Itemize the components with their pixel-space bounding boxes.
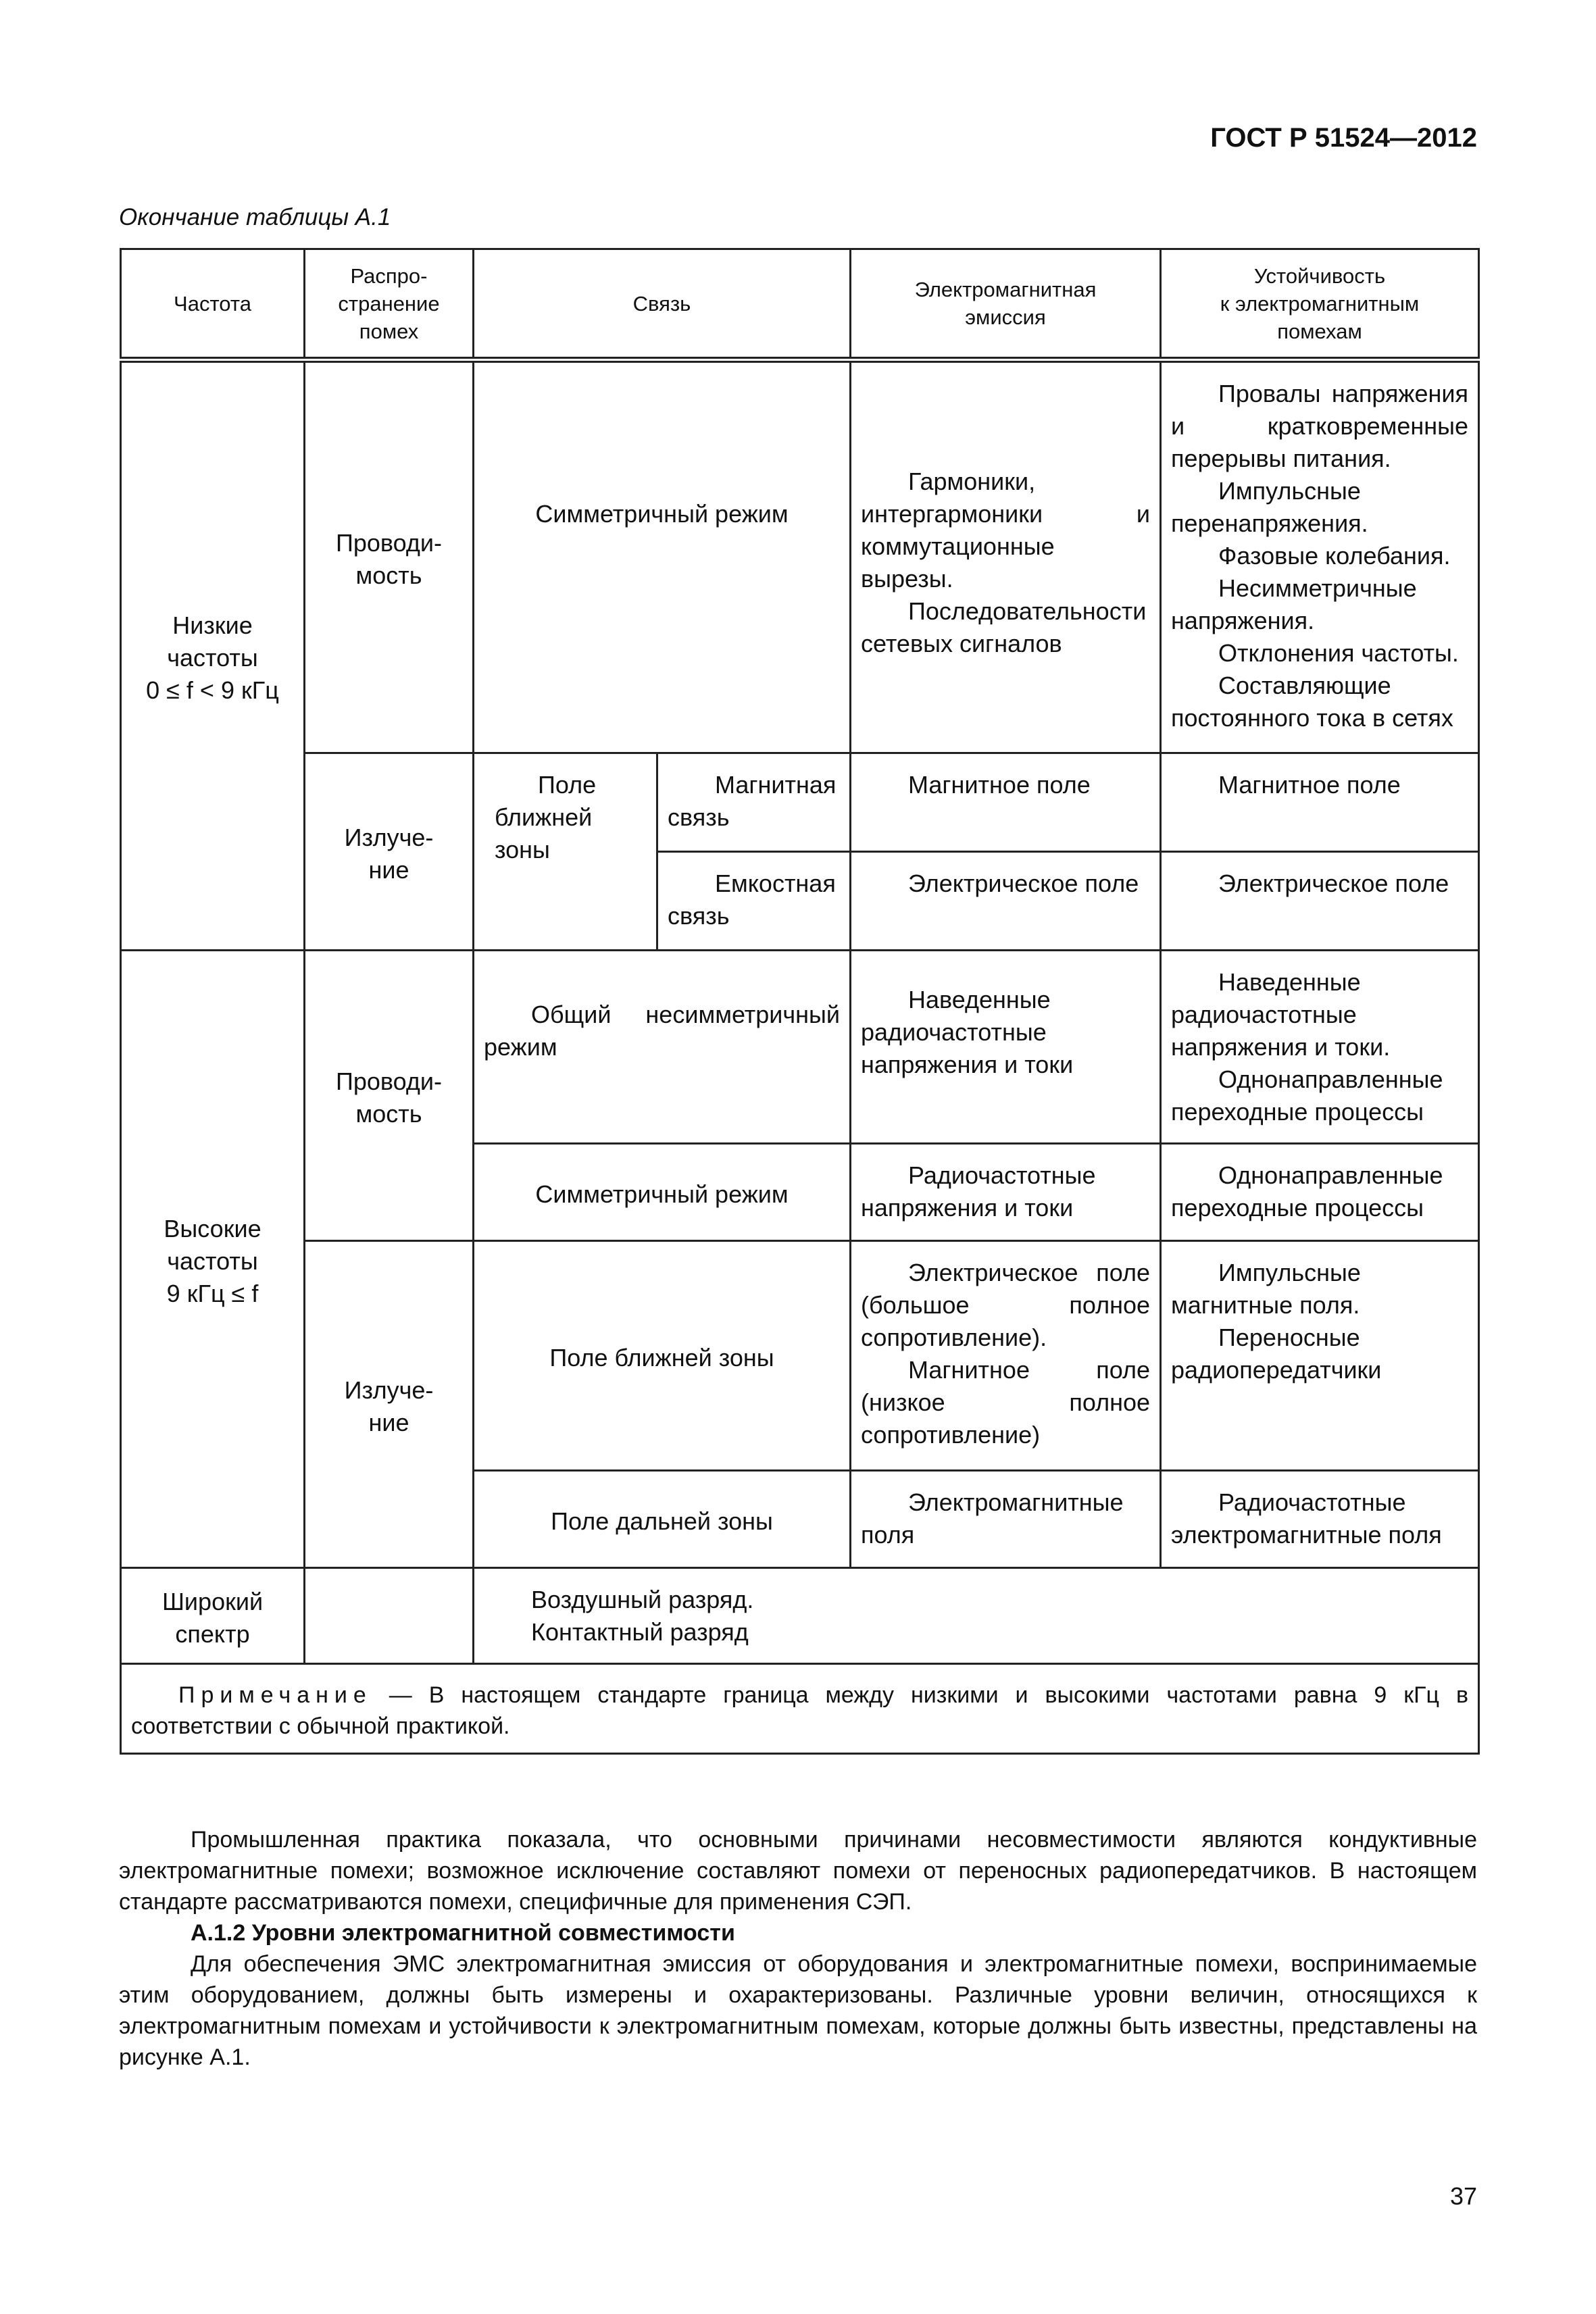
low-conduction-cell: Проводи- мость	[305, 360, 474, 753]
header-emission: Электромагнитная эмиссия	[851, 249, 1161, 360]
table-row	[121, 753, 1479, 852]
table-row	[121, 360, 1479, 753]
magnetic-emission: Магнитное поле	[851, 753, 1161, 852]
capacitive-coupling: Емкостная связь	[657, 852, 851, 951]
header-immunity: Устойчивость к электромагнитным помехам	[1161, 249, 1479, 360]
table-row	[121, 1568, 1479, 1664]
classification-table	[120, 248, 1480, 1755]
table-row	[121, 1241, 1479, 1471]
symmetric-emission: Радиочастотные напряжения и токи	[851, 1144, 1161, 1241]
electric-immunity: Электрическое поле	[1161, 852, 1479, 951]
near-field-immunity: Импульсные магнитные поля. Переносные радиопередатчики	[1161, 1241, 1479, 1471]
near-field-emission: Электрическое поле (большое полное сопротивление). Магнитное поле (низкое полное сопротивление)	[851, 1241, 1161, 1471]
common-mode: Общий несимметричный режим	[474, 951, 851, 1144]
common-emission: Наведенные радиочастотные напряжения и токи	[851, 951, 1161, 1144]
broad-coupling-cell: Воздушный разряд. Контактный разряд	[474, 1568, 1479, 1664]
far-field-emission: Электромагнитные поля	[851, 1471, 1161, 1568]
far-field: Поле дальней зоны	[474, 1471, 851, 1568]
far-field-immunity: Радиочастотные электромагнитные поля	[1161, 1471, 1479, 1568]
page-number: 37	[1449, 2182, 1477, 2210]
paragraph-2: Для обеспечения ЭМС электромагнитная эмиссия от оборудования и электромагнитные помехи, воспринимаемые этим оборудованием, должны быть измерены и охарактеризованы. Различные уровни величин, относящихся к электромагнитным помехам и устойчивости к электромагнитным помехам, которые должны быть известны, представлены на рисунке А.1.	[119, 1951, 1477, 2070]
high-frequency-cell: Высокие частоты 9 кГц ≤ f	[121, 951, 305, 1568]
broad-spectrum-cell: Широкий спектр	[121, 1568, 305, 1664]
magnetic-coupling: Магнитная связь	[657, 753, 851, 852]
document-id: ГОСТ Р 51524—2012	[1210, 123, 1477, 153]
magnetic-immunity: Магнитное поле	[1161, 753, 1479, 852]
table-note	[121, 1664, 1479, 1754]
paragraph-1: Промышленная практика показала, что основными причинами несовместимости являются кондуктивные электромагнитные помехи; возможное исключение составляют помехи от переносных радиопередатчиков. В настоящем стандарте рассматриваются помехи, специфичные для применения СЭП.	[119, 1827, 1477, 1915]
broad-propagation-empty	[305, 1568, 474, 1664]
low-radiation-cell: Излуче- ние	[305, 753, 474, 951]
header-propagation: Распро- странение помех	[305, 249, 474, 360]
table-note-row	[121, 1664, 1479, 1754]
note-label: Примечание	[178, 1682, 372, 1708]
near-field: Поле ближней зоны	[474, 1241, 851, 1471]
low-near-field-cell: Поле ближней зоны	[474, 753, 657, 951]
electric-emission: Электрическое поле	[851, 852, 1161, 951]
high-radiation-cell: Излуче- ние	[305, 1241, 474, 1568]
subsection-heading: А.1.2 Уровни электромагнитной совместимости	[191, 1920, 735, 1946]
low-cond-emission: Гармоники, интергармоники и коммутационные вырезы. Последовательности сетевых сигналов	[851, 360, 1161, 753]
symmetric-immunity: Однонаправленные переходные процессы	[1161, 1144, 1479, 1241]
header-frequency: Частота	[121, 249, 305, 360]
header-coupling: Связь	[474, 249, 851, 360]
table-header-row	[121, 249, 1479, 360]
high-conduction-cell: Проводи- мость	[305, 951, 474, 1241]
note-text: — В настоящем стандарте граница между низкими и высокими частотами равна 9 кГц в соответствии с обычной практикой.	[131, 1682, 1469, 1739]
table-caption: Окончание таблицы А.1	[119, 204, 391, 230]
common-immunity: Наведенные радиочастотные напряжения и токи. Однонаправленные переходные процессы	[1161, 951, 1479, 1144]
high-symmetric-mode: Симметричный режим	[474, 1144, 851, 1241]
low-frequency-cell: Низкие частоты 0 ≤ f < 9 кГц	[121, 360, 305, 951]
low-symmetric-mode: Симметричный режим	[474, 360, 851, 753]
table-row	[121, 951, 1479, 1144]
low-cond-immunity: Провалы напряжения и кратковременные перерывы питания. Импульсные перенапряжения. Фазовые колебания. Несимметричные напряжения. Отклонения частоты. Составляющие постоянного тока в сетях	[1161, 360, 1479, 753]
body-text	[119, 1824, 1477, 2073]
